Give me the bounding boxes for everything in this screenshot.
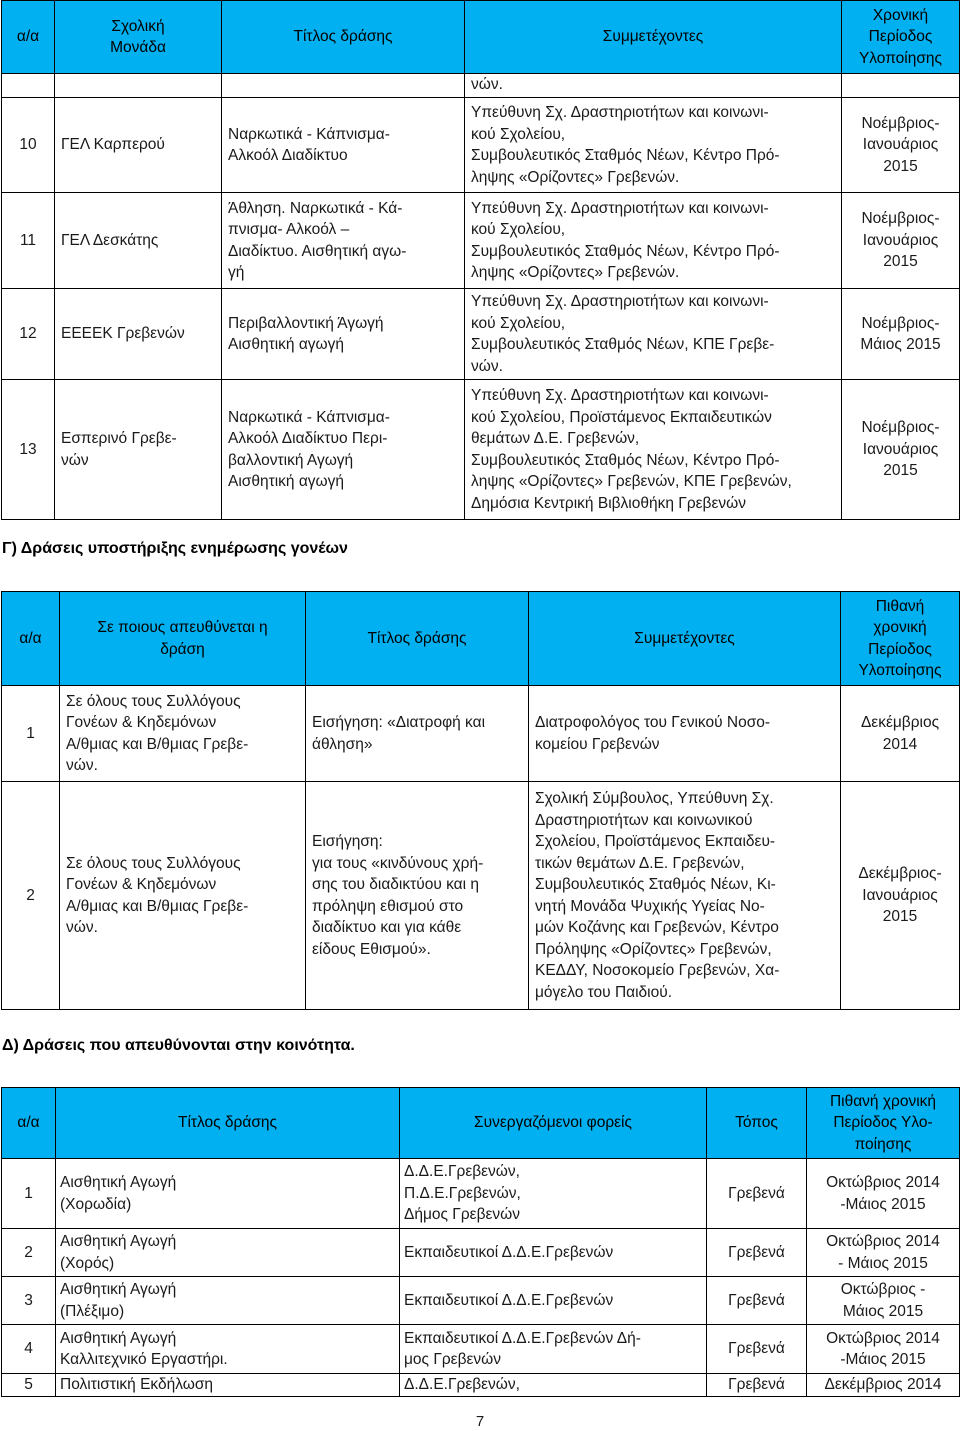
table-row (2, 1229, 960, 1277)
cell-period: Οκτώβριος - Μάιος 2015 (807, 1277, 960, 1325)
cell-place: Γρεβενά (707, 1229, 807, 1277)
cell-audience: Σε όλους τους Συλλόγους Γονέων & Κηδεμόνων Α/θμιας και Β/θμιας Γρεβε- νών. (60, 686, 306, 782)
table-header-row (2, 1, 960, 74)
cell-participants: Υπεύθυνη Σχ. Δραστηριοτήτων και κοινωνι- κού Σχολείου, Συμβουλευτικός Σταθμός Νέων, Κέντρο Πρό- ληψης «Ορίζοντες» Γρεβενών. (465, 193, 842, 289)
table-row (2, 193, 960, 289)
table-row (2, 74, 960, 98)
header-aa: α/α (2, 592, 60, 686)
cell-aa: 5 (2, 1374, 56, 1397)
header-aa: α/α (2, 1, 55, 74)
header-place: Τόπος (707, 1088, 807, 1159)
cell-school: ΕΕΕΕΚ Γρεβενών (55, 289, 222, 380)
cell-aa: 11 (2, 193, 55, 289)
cell-title (222, 74, 465, 98)
cell-place: Γρεβενά (707, 1374, 807, 1397)
table-row (2, 1325, 960, 1374)
page-number: 7 (475, 1413, 485, 1430)
header-aa: α/α (2, 1088, 56, 1159)
cell-place: Γρεβενά (707, 1277, 807, 1325)
cell-participants: Υπεύθυνη Σχ. Δραστηριοτήτων και κοινωνι- κού Σχολείου, Προϊστάμενος Εκπαιδευτικών θεμάτων Δ.Ε. Γρεβενών, Συμβουλευτικός Σταθμός Νέων, Κέντρο Πρό- ληψης «Ορίζοντες» Γρεβενών, ΚΠΕ Γρεβενών, Δημόσια Κεντρική Βιβλιοθήκη Γρεβενών (465, 380, 842, 520)
community-actions-table (1, 1087, 960, 1397)
table-row (2, 1159, 960, 1229)
cell-school: ΓΕΛ Καρπερού (55, 98, 222, 193)
cell-period: Οκτώβριος 2014 -Μάιος 2015 (807, 1325, 960, 1374)
cell-title: Πολιτιστική Εκδήλωση (56, 1374, 400, 1397)
cell-period: Νοέμβριος- Ιανουάριος 2015 (842, 380, 960, 520)
cell-aa: 13 (2, 380, 55, 520)
header-school: Σχολική Μονάδα (55, 1, 222, 74)
table-row (2, 686, 960, 782)
cell-title: Άθληση. Ναρκωτικά - Κά- πνισμα- Αλκοόλ – Διαδίκτυο. Αισθητική αγω- γή (222, 193, 465, 289)
header-period: Πιθανή χρονική Περίοδος Υλο- ποίησης (807, 1088, 960, 1159)
cell-period: Νοέμβριος- Μάιος 2015 (842, 289, 960, 380)
header-partners: Συνεργαζόμενοι φορείς (400, 1088, 707, 1159)
cell-title: Αισθητική Αγωγή (Πλέξιμο) (56, 1277, 400, 1325)
cell-title: Αισθητική Αγωγή (Χορωδία) (56, 1159, 400, 1229)
cell-period: Νοέμβριος- Ιανουάριος 2015 (842, 193, 960, 289)
cell-period: Δεκέμβριος 2014 (807, 1374, 960, 1397)
cell-aa: 2 (2, 1229, 56, 1277)
cell-period: Δεκέμβριος- Ιανουάριος 2015 (841, 782, 960, 1010)
cell-partners: Εκπαιδευτικοί Δ.Δ.Ε.Γρεβενών (400, 1229, 707, 1277)
header-participants: Συμμετέχοντες (465, 1, 842, 74)
cell-partners: Δ.Δ.Ε.Γρεβενών, (400, 1374, 707, 1397)
cell-aa (2, 74, 55, 98)
cell-partners: Εκπαιδευτικοί Δ.Δ.Ε.Γρεβενών Δή- μος Γρεβενών (400, 1325, 707, 1374)
section-heading-community: Δ) Δράσεις που απευθύνονται στην κοινότητα. (2, 1037, 355, 1054)
cell-participants: Σχολική Σύμβουλος, Υπεύθυνη Σχ. Δραστηριοτήτων και κοινωνικού Σχολείου, Προϊστάμενος Εκπαιδευ- τικών θεμάτων Δ.Ε. Γρεβενών, Συμβουλευτικός Σταθμός Νέων, Κι- νητή Μονάδα Ψυχικής Υγείας Νο- μών Κοζάνης και Γρεβενών, Κέντρο Πρόληψης «Ορίζοντες» Γρεβενών, ΚΕΔΔΥ, Νοσοκομείο Γρεβενών, Χα- μόγελο του Παιδιού. (529, 782, 841, 1010)
header-title: Τίτλος δράσης (222, 1, 465, 74)
cell-period: Νοέμβριος- Ιανουάριος 2015 (842, 98, 960, 193)
cell-title: Αισθητική Αγωγή Καλλιτεχνικό Εργαστήρι. (56, 1325, 400, 1374)
cell-title: Αισθητική Αγωγή (Χορός) (56, 1229, 400, 1277)
cell-audience: Σε όλους τους Συλλόγους Γονέων & Κηδεμόνων Α/θμιας και Β/θμιας Γρεβε- νών. (60, 782, 306, 1010)
table-header-row (2, 592, 960, 686)
cell-title: Εισήγηση: για τους «κινδύνους χρή- σης του διαδικτύου και η πρόληψη εθισμού στο διαδίκτυο και για κάθε είδους Εθισμού». (306, 782, 529, 1010)
cell-participants: Υπεύθυνη Σχ. Δραστηριοτήτων και κοινωνι- κού Σχολείου, Συμβουλευτικός Σταθμός Νέων, ΚΠΕ Γρεβε- νών. (465, 289, 842, 380)
cell-aa: 1 (2, 1159, 56, 1229)
section-heading-parents: Γ) Δράσεις υποστήριξης ενημέρωσης γονέων (2, 540, 348, 557)
cell-aa: 12 (2, 289, 55, 380)
cell-period: Οκτώβριος 2014 - Μάιος 2015 (807, 1229, 960, 1277)
header-period: Πιθανή χρονική Περίοδος Υλοποίησης (841, 592, 960, 686)
cell-title: Ναρκωτικά - Κάπνισμα- Αλκοόλ Διαδίκτυο (222, 98, 465, 193)
cell-school (55, 74, 222, 98)
cell-aa: 4 (2, 1325, 56, 1374)
table-row (2, 98, 960, 193)
cell-participants: νών. (465, 74, 842, 98)
cell-aa: 10 (2, 98, 55, 193)
cell-title: Περιβαλλοντική Άγωγή Αισθητική αγωγή (222, 289, 465, 380)
cell-title: Εισήγηση: «Διατροφή και άθληση» (306, 686, 529, 782)
cell-partners: Εκπαιδευτικοί Δ.Δ.Ε.Γρεβενών (400, 1277, 707, 1325)
cell-period: Δεκέμβριος 2014 (841, 686, 960, 782)
cell-participants: Διατροφολόγος του Γενικού Νοσο- κομείου Γρεβενών (529, 686, 841, 782)
cell-period (842, 74, 960, 98)
parent-actions-table (1, 591, 960, 1010)
table-row (2, 289, 960, 380)
cell-partners: Δ.Δ.Ε.Γρεβενών, Π.Δ.Ε.Γρεβενών, Δήμος Γρεβενών (400, 1159, 707, 1229)
table-header-row (2, 1088, 960, 1159)
cell-period: Οκτώβριος 2014 -Μάιος 2015 (807, 1159, 960, 1229)
cell-participants: Υπεύθυνη Σχ. Δραστηριοτήτων και κοινωνι- κού Σχολείου, Συμβουλευτικός Σταθμός Νέων, Κέντρο Πρό- ληψης «Ορίζοντες» Γρεβενών. (465, 98, 842, 193)
header-title: Τίτλος δράσης (306, 592, 529, 686)
header-title: Τίτλος δράσης (56, 1088, 400, 1159)
header-participants: Συμμετέχοντες (529, 592, 841, 686)
cell-aa: 3 (2, 1277, 56, 1325)
table-row (2, 1374, 960, 1397)
cell-school: ΓΕΛ Δεσκάτης (55, 193, 222, 289)
school-actions-table (1, 0, 960, 520)
cell-aa: 2 (2, 782, 60, 1010)
cell-title: Ναρκωτικά - Κάπνισμα- Αλκοόλ Διαδίκτυο Περι- βαλλοντική Αγωγή Αισθητική αγωγή (222, 380, 465, 520)
cell-school: Εσπερινό Γρεβε- νών (55, 380, 222, 520)
cell-place: Γρεβενά (707, 1325, 807, 1374)
cell-place: Γρεβενά (707, 1159, 807, 1229)
table-row (2, 380, 960, 520)
table-row (2, 1277, 960, 1325)
cell-aa: 1 (2, 686, 60, 782)
header-period: Χρονική Περίοδος Υλοποίησης (842, 1, 960, 74)
header-audience: Σε ποιους απευθύνεται η δράση (60, 592, 306, 686)
table-row (2, 782, 960, 1010)
